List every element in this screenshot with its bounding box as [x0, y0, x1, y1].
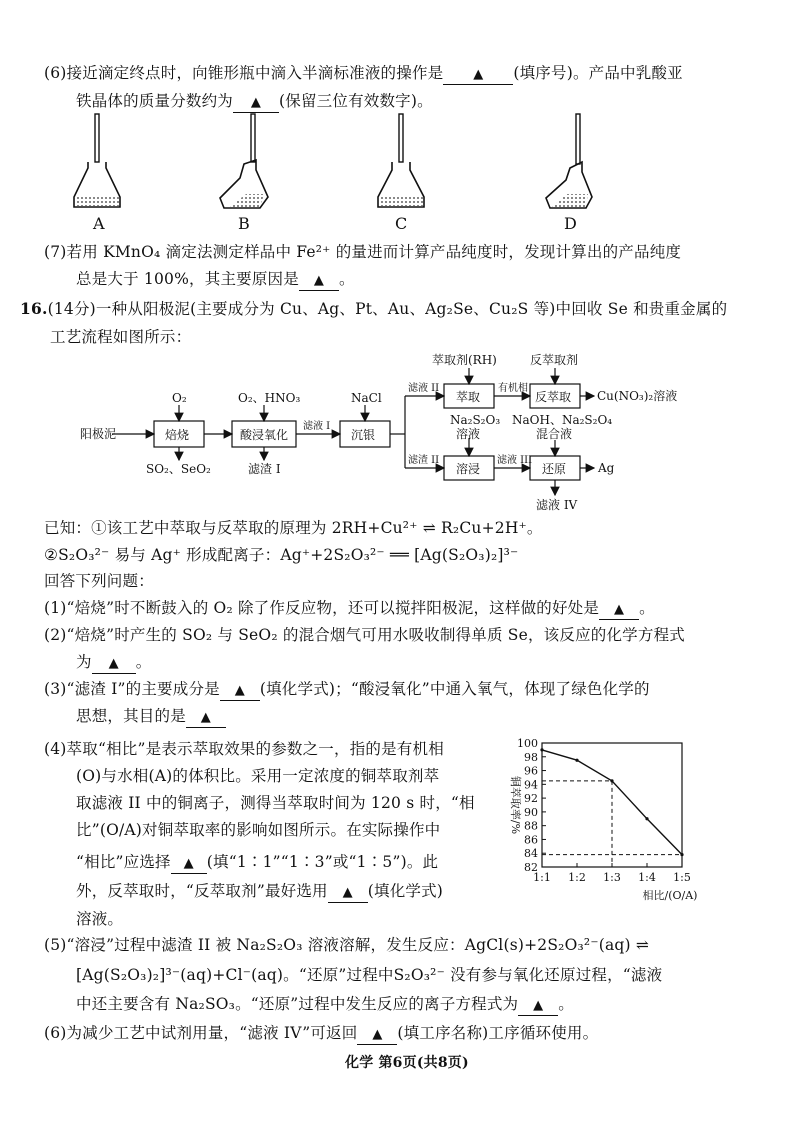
flask-label-d: D [564, 214, 577, 233]
answer-blank[interactable]: ▲ [328, 882, 368, 903]
q15-p7-line2: 总是大于 100%，其主要原因是 ▲ 。 [76, 268, 355, 291]
answer-blank[interactable]: ▲ [299, 270, 339, 291]
svg-text:萃取剂(RH): 萃取剂(RH) [432, 353, 497, 367]
x-tick-label: 1:1 [533, 871, 551, 884]
page-footer: 化学 第6页(共8页) [345, 1055, 469, 1071]
process-flowchart [60, 350, 750, 515]
q16-p3-line1: (3)“滤渣 I”的主要成分是 ▲ (填化学式)；“酸浸氧化”中通入氧气，体现了绿色化学的 [44, 678, 650, 701]
q16-header-line2: 工艺流程如图所示： [50, 328, 192, 346]
svg-text:Cu(NO₃)₂溶液: Cu(NO₃)₂溶液 [597, 389, 678, 403]
flow-box-roast: 焙烧 [165, 428, 190, 442]
q16-p2-line1: (2)“焙烧”时产生的 SO₂ 与 SeO₂ 的混合烟气可用水吸收制得单质 Se，该反应的化学方程式 [44, 626, 685, 644]
y-tick-label: 96 [524, 764, 538, 778]
data-point [680, 853, 683, 856]
flow-box-silver: 沉银 [351, 428, 376, 442]
y-axis-label: 铜萃取率/% [509, 775, 522, 835]
q16-p4-line1: (4)萃取“相比”是表示萃取效果的参数之一，指的是有机相 [44, 740, 444, 758]
q16-p5-line1: (5)“溶浸”过程中滤渣 II 被 Na₂S₂O₃ 溶液溶解，发生反应：AgCl(s)+2S₂O₃²⁻(aq) ⇌ [44, 936, 650, 954]
svg-text:O₂: O₂ [172, 391, 187, 405]
answer-blank[interactable]: ▲ [443, 64, 513, 85]
flask-c [378, 114, 424, 207]
flow-box-back: 反萃取 [535, 390, 572, 404]
svg-text:O₂、HNO₃: O₂、HNO₃ [238, 391, 301, 405]
flask-label-b: B [238, 214, 250, 233]
q16-p1: (1)“焙烧”时不断鼓入的 O₂ 除了作反应物，还可以搅拌阳极泥，这样做的好处是 ▲ 。 [44, 597, 655, 620]
y-tick-label: 88 [524, 819, 538, 833]
flask-d [546, 114, 592, 208]
x-tick-label: 1:4 [638, 871, 656, 884]
known-2: ②S₂O₃²⁻ 易与 Ag⁺ 形成配离子：Ag⁺+2S₂O₃²⁻ ══ [Ag(S₂O₃)₂]³⁻ [44, 546, 519, 564]
x-tick-label: 1:2 [568, 871, 586, 884]
svg-text:NaCl: NaCl [351, 391, 382, 405]
svg-text:滤液 IV: 滤液 IV [536, 498, 578, 512]
y-tick-label: 94 [524, 778, 538, 792]
q16-p5-line3: 中还主要含有 Na₂SO₃。“还原”过程中发生反应的离子方程式为 ▲ 。 [76, 993, 574, 1016]
q15-p6-line2: 铁晶体的质量分数约为 ▲ (保留三位有效数字)。 [76, 90, 433, 113]
question-number: 16. [20, 299, 48, 318]
q15-p7-line1: (7)若用 KMnO₄ 滴定法测定样品中 Fe²⁺ 的量进而计算产品纯度时，发现计算出的产品纯度 [44, 243, 682, 261]
data-point [575, 759, 578, 762]
svg-text:Na₂S₂O₃: Na₂S₂O₃ [450, 413, 501, 427]
flask-label-c: C [395, 214, 408, 233]
q16-p4-line6: 外，反萃取时，“反萃取剂”最好选用 ▲ (填化学式) [76, 880, 443, 903]
known-1: 已知：①该工艺中萃取与反萃取的原理为 2RH+Cu²⁺ ⇌ R₂Cu+2H⁺。 [44, 519, 543, 537]
extraction-chart [498, 733, 698, 913]
answer-blank[interactable]: ▲ [220, 680, 260, 701]
data-point [645, 817, 648, 820]
q16-header: 16.(14分)一种从阳极泥(主要成分为 Cu、Ag、Pt、Au、Ag₂Se、Cu₂S 等)中回收 Se 和贵重金属的 [20, 299, 728, 318]
q16-p4-line2: (O)与水相(A)的体积比。采用一定浓度的铜萃取剂萃 [76, 767, 440, 785]
q16-p4-line4: 比”(O/A)对铜萃取率的影响如图所示。在实际操作中 [76, 821, 441, 839]
flow-box-dissolve: 溶浸 [456, 462, 481, 476]
q16-p4-line3: 取滤液 II 中的铜离子，测得当萃取时间为 120 s 时，“相 [76, 794, 475, 812]
y-tick-label: 100 [517, 737, 538, 750]
chart-svg [498, 733, 698, 913]
answer-blank[interactable]: ▲ [233, 92, 279, 113]
svg-text:有机相: 有机相 [498, 383, 528, 394]
answer-blank[interactable]: ▲ [518, 995, 558, 1016]
flow-box-acid: 酸浸氧化 [240, 428, 289, 442]
y-tick-label: 84 [524, 847, 538, 861]
svg-text:反萃取剂: 反萃取剂 [530, 353, 579, 367]
y-tick-label: 90 [524, 805, 538, 819]
q16-p4-line7: 溶液。 [76, 910, 124, 928]
svg-text:滤液 II: 滤液 II [408, 383, 440, 394]
svg-text:混合液: 混合液 [536, 427, 573, 441]
svg-text:溶液: 溶液 [456, 427, 481, 441]
flow-box-reduce: 还原 [542, 462, 567, 476]
svg-text:Ag: Ag [598, 461, 615, 475]
svg-text:滤渣 II: 滤渣 II [408, 455, 440, 466]
svg-text:滤渣 I: 滤渣 I [248, 462, 281, 476]
svg-text:SO₂、SeO₂: SO₂、SeO₂ [146, 462, 211, 476]
answer-blank[interactable]: ▲ [599, 599, 639, 620]
flask-a [74, 114, 120, 207]
q15-p6-line1: (6)接近滴定终点时，向锥形瓶中滴入半滴标准液的操作是 ▲ (填序号)。产品中乳酸亚 [44, 62, 683, 85]
q16-p3-line2: 思想，其目的是 ▲ [76, 705, 226, 728]
answer-blank[interactable]: ▲ [186, 707, 226, 728]
q16-p6: (6)为减少工艺中试剂用量，“滤液 IV”可返回 ▲ (填工序名称)工序循环使用。 [44, 1022, 598, 1045]
q16-p5-line2: [Ag(S₂O₃)₂]³⁻(aq)+Cl⁻(aq)。“还原”过程中S₂O₃²⁻ 没有参与氧化还原过程，“滤液 [76, 966, 663, 984]
x-tick-label: 1:5 [673, 871, 691, 884]
y-tick-label: 98 [524, 750, 538, 764]
answer-blank[interactable]: ▲ [92, 653, 136, 674]
answer-blank[interactable]: ▲ [357, 1024, 397, 1045]
data-point [610, 779, 613, 782]
flow-box-extract: 萃取 [456, 390, 481, 404]
svg-text:滤液 I: 滤液 I [303, 421, 331, 432]
svg-text:滤液 III: 滤液 III [497, 455, 533, 466]
data-point [540, 748, 543, 751]
flask-b [220, 114, 268, 208]
y-tick-label: 92 [524, 792, 538, 806]
answer-blank[interactable]: ▲ [171, 853, 207, 874]
y-tick-label: 86 [524, 833, 538, 847]
x-tick-label: 1:3 [603, 871, 621, 884]
q16-p2-line2: 为 ▲ 。 [76, 651, 151, 674]
flow-start: 阳极泥 [80, 427, 117, 441]
x-axis-label: 相比/(O/A) [642, 889, 698, 902]
svg-text:NaOH、Na₂S₂O₄: NaOH、Na₂S₂O₄ [512, 413, 613, 427]
flask-label-a: A [93, 214, 105, 233]
q16-p4-line5: “相比”应选择 ▲ (填“1∶1”“1∶3”或“1∶5”)。此 [76, 851, 438, 874]
answer-intro: 回答下列问题： [44, 572, 154, 590]
y-tick-label: 82 [524, 861, 538, 874]
